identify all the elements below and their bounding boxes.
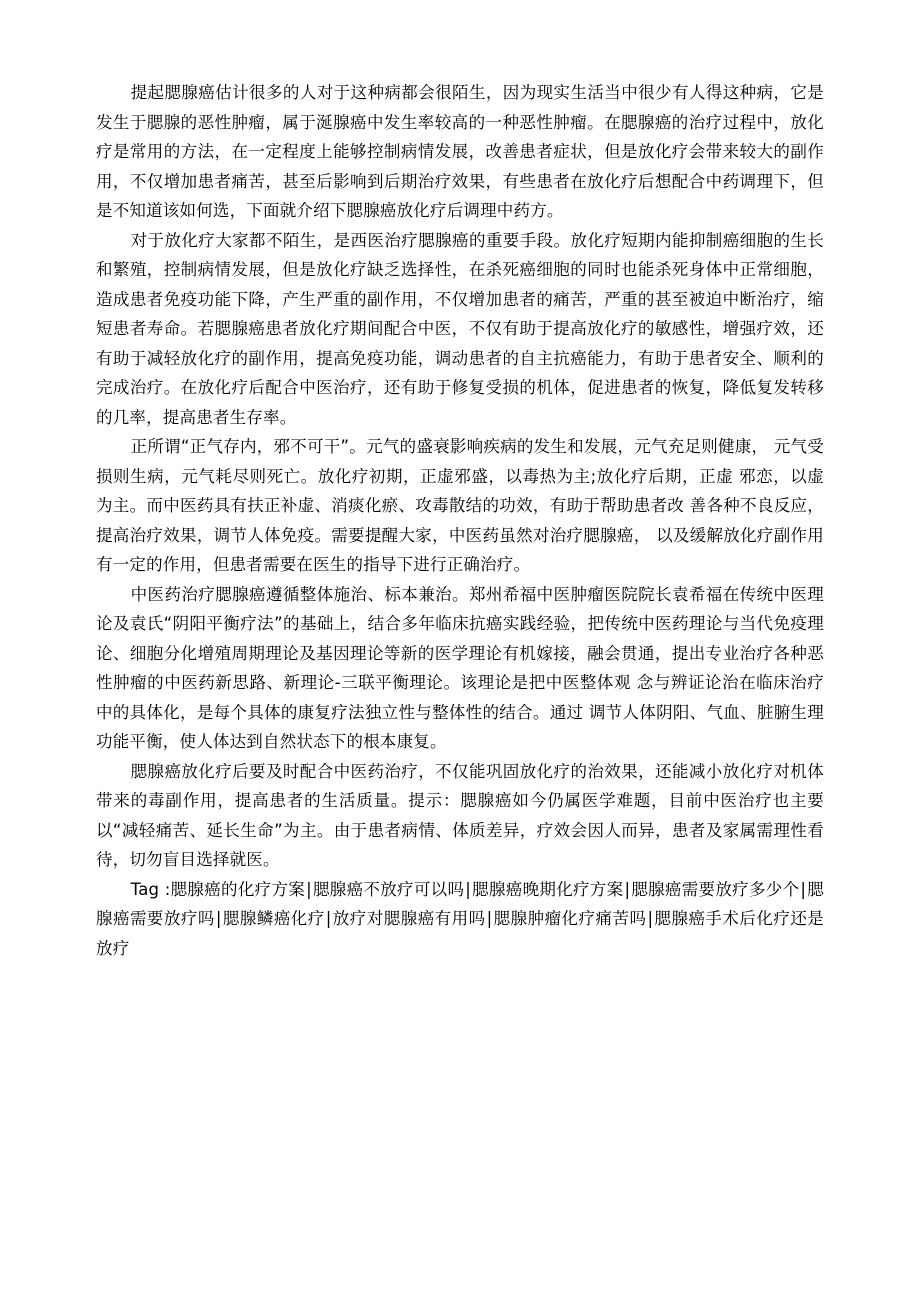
document-body xyxy=(96,78,824,963)
tag-separator: | xyxy=(215,909,222,928)
paragraph-5: 腮腺癌放化疗后要及时配合中医药治疗，不仅能巩固放化疗的治效果，还能减小放化疗对机体带来的毒副作用，提高患者的生活质量。提示：腮腺癌如今仍属医学难题，目前中医治疗也主要以“减轻痛苦、延长生命”为主。由于患者病情、体质差异，疗效会因人而异，患者及家属需理性看待，切勿盲目选择就医。 xyxy=(96,761,824,869)
paragraph-3: 正所谓“正气存内，邪不可干”。元气的盛衰影响疾病的发生和发展，元气充足则健康， 元气受损则生病，元气耗尽则死亡。放化疗初期，正虚邪盛，以毒热为主;放化疗后期，正虚 邪恋，以虚为主。而中医药具有扶正补虚、消痰化瘀、攻毒散结的功效，有助于帮助患者改 善各种不良反应，提高治疗效果，调节人体免疫。需要提醒大家，中医药虽然对治疗腮腺癌， 以及缓解放化疗副作用有一定的作用，但患者需要在医生的指导下进行正确治疗。 xyxy=(96,437,824,574)
tag-separator: | xyxy=(800,879,807,899)
tag-separator: | xyxy=(647,909,654,928)
paragraph-2: 对于放化疗大家都不陌生，是西医治疗腮腺癌的重要手段。放化疗短期内能抑制癌细胞的生长和繁殖，控制病情发展，但是放化疗缺乏选择性，在杀死癌细胞的同时也能杀死身体中正常细胞，造成患者免疫功能下降，产生严重的副作用，不仅增加患者的痛苦，严重的甚至被迫中断治疗，缩短患者寿命。若腮腺癌患者放化疗期间配合中医，不仅有助于提高放化疗的敏感性，增强疗效，还有助于减轻放化疗的副作用，提高免疫功能，调动患者的自主抗癌能力，有助于患者安全、顺利的完成治疗。在放化疗后配合中医治疗，还有助于修复受损的机体，促进患者的恢复，降低复发转移的几率，提高患者生存率。 xyxy=(96,230,824,427)
tag-link[interactable]: 腮腺癌晚期化疗方案 xyxy=(472,879,624,899)
tag-separator: | xyxy=(325,909,332,928)
tag-link[interactable]: 腮腺癌需要放疗多少个 xyxy=(631,879,800,899)
paragraph-1: 提起腮腺癌估计很多的人对于这种病都会很陌生，因为现实生活当中很少有人得这种病，它是发生于腮腺的恶性肿瘤，属于涎腺癌中发生率较高的一种恶性肿瘤。在腮腺癌的治疗过程中，放化疗是常用的方法，在一定程度上能够控制病情发展，改善患者症状，但是放化疗会带来较大的副作用，不仅增加患者痛苦，甚至后影响到后期治疗效果，有些患者在放化疗后想配合中药调理下，但是不知道该如何选，下面就介绍下腮腺癌放化疗后调理中药方。 xyxy=(96,83,824,220)
tag-link[interactable]: 腮腺癌需要放疗吗 xyxy=(96,879,824,928)
tag-link[interactable]: 腮腺癌的化疗方案 xyxy=(170,879,306,899)
tag-link[interactable]: 腮腺癌手术后化疗还是放疗 xyxy=(96,909,824,958)
tag-label: Tag : xyxy=(130,879,171,899)
tag-separator: | xyxy=(306,879,312,899)
tag-items xyxy=(96,880,824,958)
tag-separator: | xyxy=(486,909,493,928)
tag-link[interactable]: 放疗对腮腺癌有用吗 xyxy=(332,909,486,928)
tag-link[interactable]: 腮腺鳞癌化疗 xyxy=(222,909,325,928)
tag-link[interactable]: 腮腺肿瘤化疗痛苦吗 xyxy=(493,909,647,928)
tag-list xyxy=(96,875,824,964)
tag-link[interactable]: 腮腺癌不放疗可以吗 xyxy=(312,879,465,899)
tag-separator: | xyxy=(465,879,472,899)
paragraph-4: 中医药治疗腮腺癌遵循整体施治、标本兼治。郑州希福中医肿瘤医院院长袁希福在传统中医理论及袁氏“阴阳平衡疗法”的基础上，结合多年临床抗癌实践经验，把传统中医药理论与当代免疫理论、细胞分化增殖周期理论及基因理论等新的医学理论有机嫁接，融会贯通，提出专业治疗各种恶性肿瘤的中医药新思路、新理论-三联平衡理论。该理论是把中医整体观 念与辨证论治在临床治疗中的具体化，是每个具体的康复疗法独立性与整体性的结合。通过 调节人体阴阳、气血、脏腑生理功能平衡，使人体达到自然状态下的根本康复。 xyxy=(96,584,824,751)
tag-separator: | xyxy=(624,879,631,899)
